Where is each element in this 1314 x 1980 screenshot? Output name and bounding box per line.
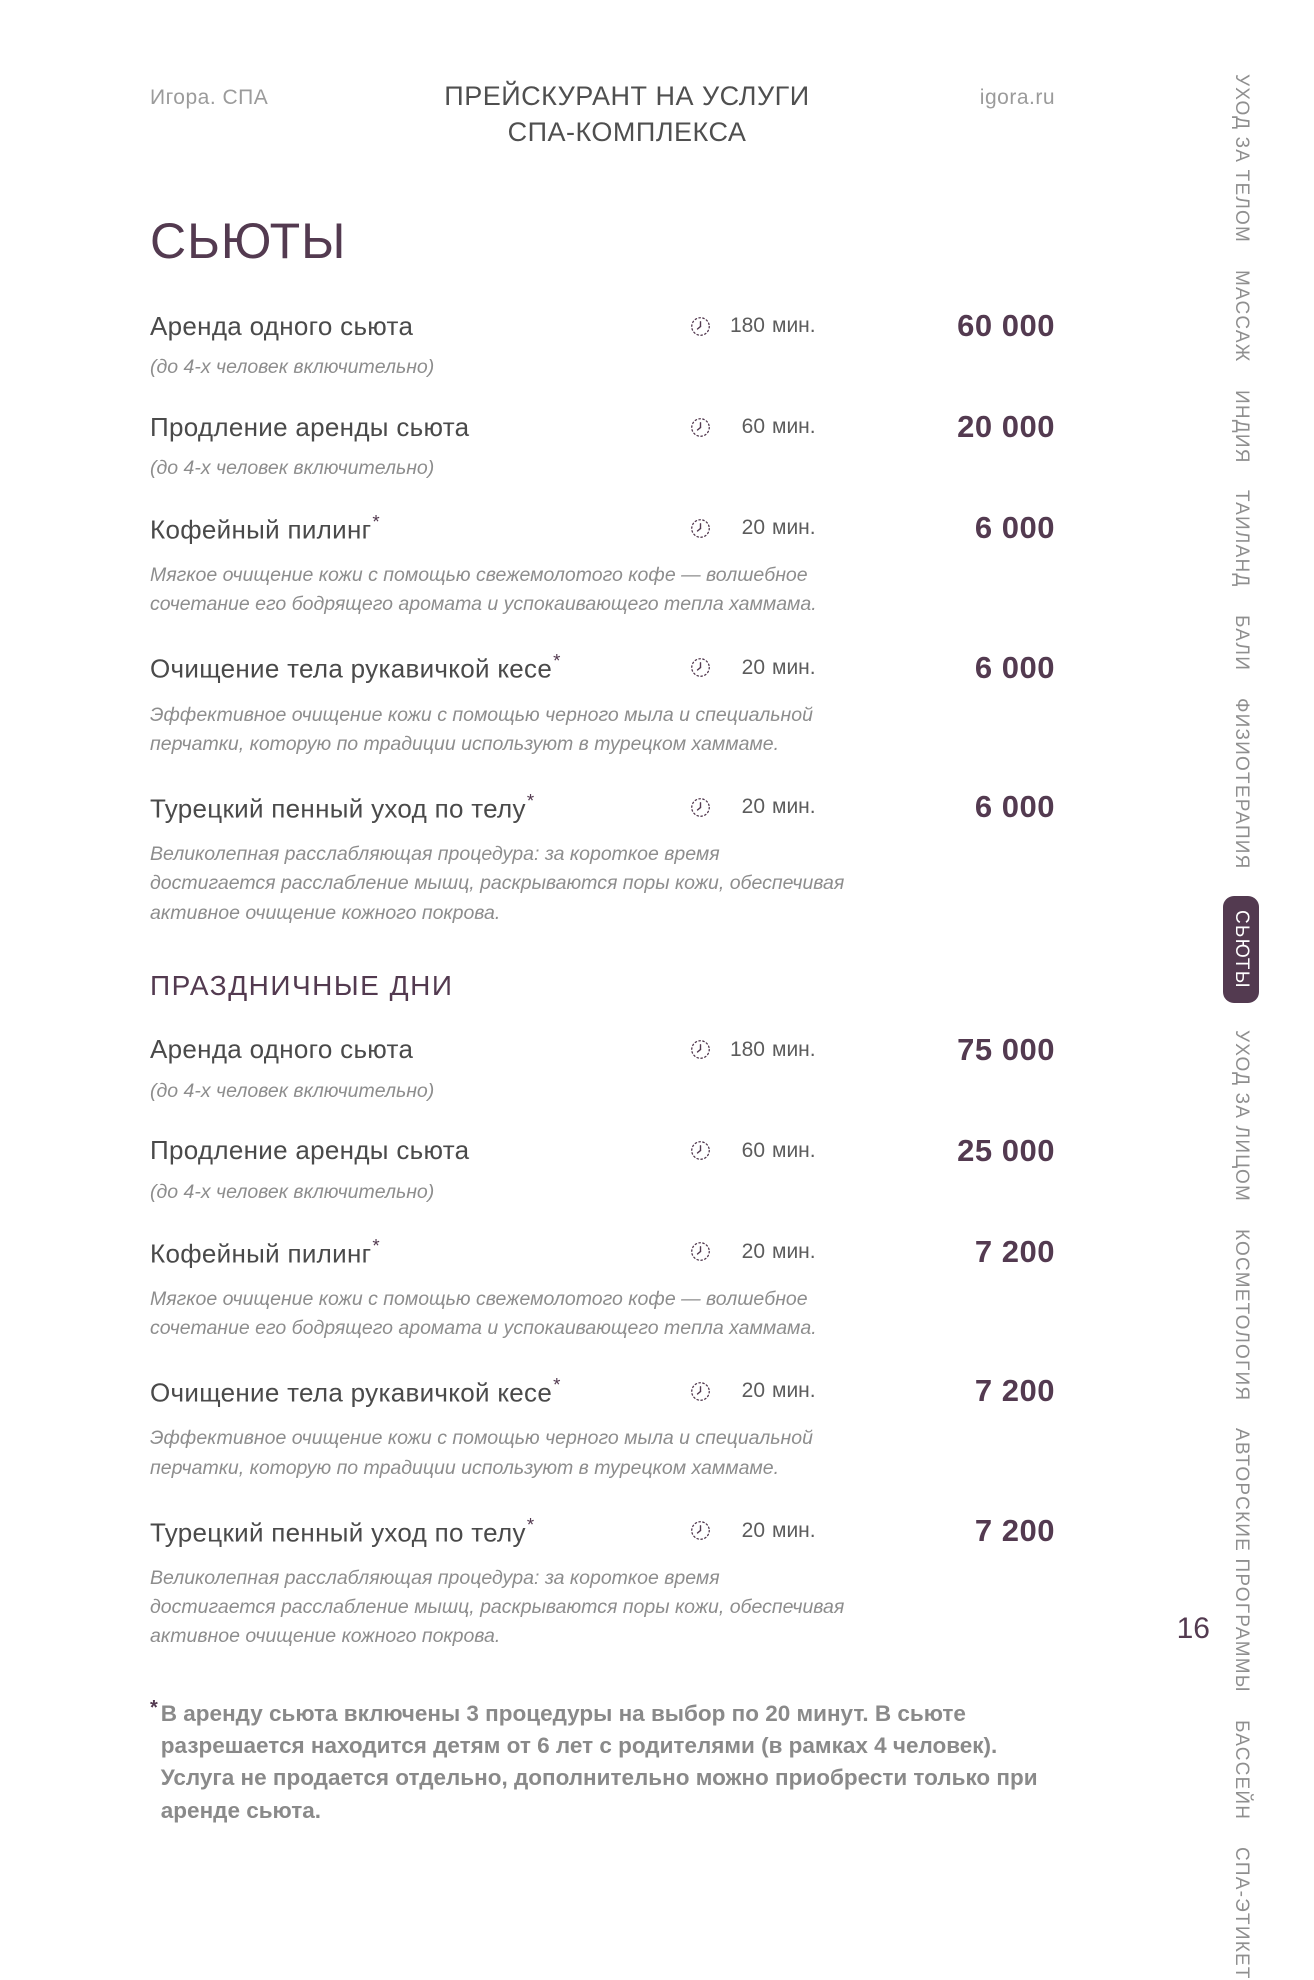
section-nav bbox=[1216, 74, 1266, 1980]
service-price: 6 000 bbox=[974, 789, 1055, 824]
service-description: Мягкое очищение кожи с помощью свежемолотого кофе — волшебное сочетание его бодрящего аромата и успокаивающего тепла хаммама. bbox=[150, 564, 817, 616]
service-list bbox=[150, 1032, 1055, 1652]
service-row bbox=[150, 1133, 1055, 1204]
section-title: ПРАЗДНИЧНЫЕ ДНИ bbox=[150, 969, 454, 1001]
sidebar-item-сьюты[interactable]: СЬЮТЫ bbox=[1223, 896, 1259, 1003]
clock-icon bbox=[690, 797, 711, 818]
page-title bbox=[317, 78, 937, 151]
service-row bbox=[150, 308, 1055, 379]
duration-value: 180 bbox=[729, 1037, 765, 1061]
duration-unit: мин. bbox=[772, 516, 816, 539]
footnote-text: В аренду сьюта включены 3 процедуры на выбор по 20 минут. В сьюте разрешается находится детям от 6 лет с родителями (в рамках 4 человек). Услуга не продается отдельно, дополнительно можно приобрести только при аренде сьюта. bbox=[160, 1700, 1038, 1823]
service-name: Кофейный пилинг* bbox=[150, 510, 381, 545]
asterisk-marker: * bbox=[372, 1234, 381, 1256]
service-name: Очищение тела рукавичкой кесе* bbox=[150, 1374, 561, 1408]
section-holidays bbox=[150, 970, 1055, 1652]
service-row bbox=[150, 789, 1055, 928]
sidebar-item-спа-этикет[interactable]: СПА-ЭТИКЕТ bbox=[1231, 1847, 1252, 1980]
service-description: Эффективное очищение кожи с помощью черного мыла и специальной перчатки, которую по традиции используют в турецком хаммаме. bbox=[150, 703, 813, 755]
duration-value: 180 bbox=[729, 314, 765, 337]
sidebar-item-физиотерапия[interactable]: ФИЗИОТЕРАПИЯ bbox=[1231, 697, 1252, 870]
site-url: igora.ru bbox=[979, 86, 1055, 109]
duration-unit: мин. bbox=[772, 655, 816, 679]
duration-value: 60 bbox=[741, 1138, 765, 1162]
service-duration bbox=[690, 1038, 870, 1062]
service-list bbox=[150, 308, 1055, 928]
asterisk-marker: * bbox=[526, 1513, 535, 1535]
clock-icon bbox=[690, 518, 711, 539]
service-note: (до 4-х человек включительно) bbox=[150, 1180, 435, 1203]
page-title-line2: СПА-КОМПЛЕКСА bbox=[507, 117, 747, 148]
service-row bbox=[150, 409, 1055, 480]
duration-value: 20 bbox=[741, 1518, 765, 1542]
sidebar-item-уход-за-лицом[interactable]: УХОД ЗА ЛИЦОМ bbox=[1231, 1030, 1252, 1203]
service-duration bbox=[690, 415, 870, 439]
duration-value: 20 bbox=[741, 1239, 765, 1263]
service-price: 25 000 bbox=[957, 1132, 1055, 1168]
service-duration bbox=[690, 795, 870, 819]
clock-icon bbox=[690, 657, 711, 678]
sidebar-item-массаж[interactable]: МАССАЖ bbox=[1231, 270, 1252, 363]
service-row bbox=[150, 510, 1055, 620]
service-price: 7 200 bbox=[974, 1233, 1055, 1269]
service-row bbox=[150, 1032, 1055, 1103]
duration-value: 20 bbox=[741, 655, 765, 679]
page-title-line1: ПРЕЙСКУРАНТ НА УСЛУГИ bbox=[444, 81, 810, 111]
service-price: 6 000 bbox=[974, 510, 1055, 545]
service-duration bbox=[690, 656, 870, 680]
service-row bbox=[150, 1234, 1055, 1344]
brand-label: Игора. СПА bbox=[150, 86, 269, 109]
service-duration bbox=[690, 1379, 870, 1403]
service-duration bbox=[690, 1139, 870, 1163]
content bbox=[150, 212, 1055, 1827]
duration-unit: мин. bbox=[772, 795, 816, 818]
clock-icon bbox=[690, 1039, 711, 1060]
asterisk-marker: * bbox=[553, 1374, 561, 1396]
section-suites bbox=[150, 212, 1055, 928]
service-price: 20 000 bbox=[957, 409, 1055, 444]
duration-unit: мин. bbox=[772, 1037, 816, 1061]
section-title: СЬЮТЫ bbox=[150, 213, 347, 269]
service-note: (до 4-х человек включительно) bbox=[150, 457, 435, 479]
service-duration bbox=[690, 1519, 870, 1543]
sidebar-item-косметология[interactable]: КОСМЕТОЛОГИЯ bbox=[1231, 1229, 1252, 1402]
clock-icon bbox=[690, 1520, 711, 1541]
duration-unit: мин. bbox=[772, 1239, 816, 1263]
clock-icon bbox=[690, 417, 711, 438]
clock-icon bbox=[690, 1241, 711, 1262]
sidebar-item-бассейн[interactable]: БАССЕЙН bbox=[1231, 1720, 1252, 1821]
service-name: Турецкий пенный уход по телу* bbox=[150, 1513, 535, 1547]
service-description: Эффективное очищение кожи с помощью черного мыла и специальной перчатки, которую по традиции используют в турецком хаммаме. bbox=[150, 1427, 813, 1479]
sidebar-item-авторские-программы[interactable]: АВТОРСКИЕ ПРОГРАММЫ bbox=[1231, 1428, 1252, 1694]
footnote bbox=[150, 1698, 1050, 1828]
clock-icon bbox=[690, 316, 711, 337]
service-description: Великолепная расслабляющая процедура: за короткое время достигается расслабление мышц, раскрываются поры кожи, обеспечивая активное очищение кожного покрова. bbox=[150, 1566, 845, 1648]
sidebar-item-уход-за-телом[interactable]: УХОД ЗА ТЕЛОМ bbox=[1231, 74, 1252, 244]
duration-value: 20 bbox=[741, 795, 765, 818]
service-duration bbox=[690, 314, 870, 338]
clock-icon bbox=[690, 1381, 711, 1402]
footnote-asterisk: * bbox=[150, 1696, 158, 1719]
sidebar-item-бали[interactable]: БАЛИ bbox=[1231, 614, 1252, 671]
service-price: 75 000 bbox=[957, 1031, 1055, 1067]
clock-icon bbox=[690, 1140, 711, 1161]
asterisk-marker: * bbox=[526, 789, 535, 811]
service-price: 6 000 bbox=[974, 649, 1055, 685]
duration-value: 60 bbox=[741, 415, 765, 438]
page-number: 16 bbox=[1176, 1612, 1210, 1645]
service-name: Аренда одного сьюта bbox=[150, 310, 414, 341]
service-name: Очищение тела рукавичкой кесе* bbox=[150, 650, 561, 684]
service-price: 60 000 bbox=[957, 308, 1055, 343]
asterisk-marker: * bbox=[553, 650, 561, 672]
service-description: Великолепная расслабляющая процедура: за короткое время достигается расслабление мышц, раскрываются поры кожи, обеспечивая активное очищение кожного покрова. bbox=[150, 843, 845, 924]
service-name: Продление аренды сьюта bbox=[150, 1135, 470, 1166]
service-row bbox=[150, 1373, 1055, 1483]
duration-unit: мин. bbox=[772, 1518, 816, 1542]
service-name: Кофейный пилинг* bbox=[150, 1234, 381, 1268]
service-name: Продление аренды сьюта bbox=[150, 411, 470, 442]
service-price: 7 200 bbox=[974, 1512, 1055, 1548]
service-note: (до 4-х человек включительно) bbox=[150, 356, 435, 378]
service-row bbox=[150, 1513, 1055, 1652]
service-row bbox=[150, 650, 1055, 760]
sidebar-item-таиланд[interactable]: ТАИЛАНД bbox=[1231, 490, 1252, 588]
duration-unit: мин. bbox=[772, 314, 816, 337]
service-name: Аренда одного сьюта bbox=[150, 1034, 414, 1065]
duration-unit: мин. bbox=[772, 415, 816, 438]
service-note: (до 4-х человек включительно) bbox=[150, 1079, 435, 1102]
duration-unit: мин. bbox=[772, 1379, 816, 1403]
duration-unit: мин. bbox=[772, 1138, 816, 1162]
service-description: Мягкое очищение кожи с помощью свежемолотого кофе — волшебное сочетание его бодрящего аромата и успокаивающего тепла хаммама. bbox=[150, 1287, 817, 1339]
asterisk-marker: * bbox=[372, 510, 381, 532]
duration-value: 20 bbox=[741, 516, 765, 539]
service-price: 7 200 bbox=[974, 1373, 1055, 1409]
service-duration bbox=[690, 516, 870, 540]
service-name: Турецкий пенный уход по телу* bbox=[150, 789, 535, 824]
sidebar-item-индия[interactable]: ИНДИЯ bbox=[1231, 389, 1252, 464]
service-duration bbox=[690, 1240, 870, 1264]
duration-value: 20 bbox=[741, 1379, 765, 1403]
